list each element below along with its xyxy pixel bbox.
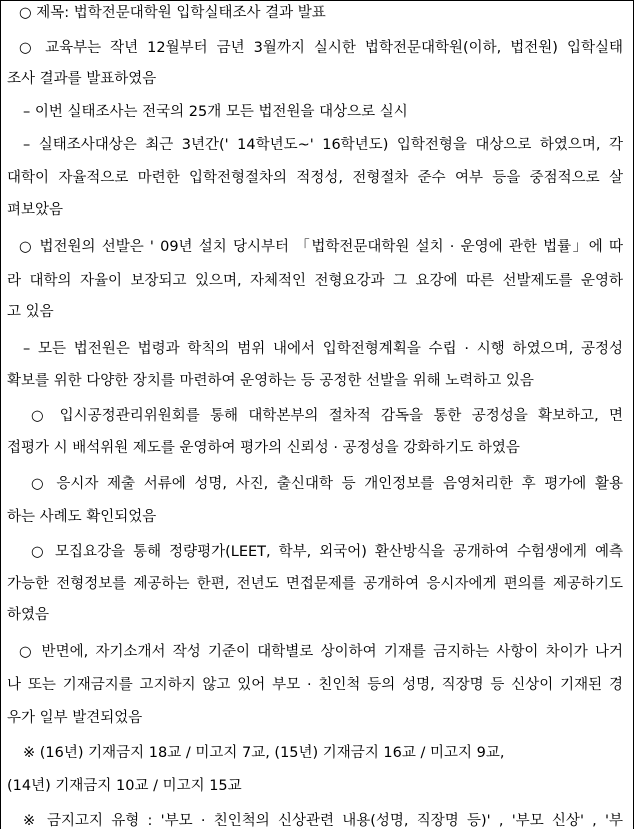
text-line: 나 또는 기재금지를 고지하지 않고 있어 부모 · 친인척 등의 성명, 직장명 등 신상이 기재된 경 — [7, 677, 623, 693]
text-line: 확보를 위한 다양한 장치를 마련하여 운영하는 등 공정한 선발을 위해 노력하고 있음 — [7, 373, 534, 389]
text-line: ○ 입시공정관리위원회를 통해 대학본부의 절차적 감독을 통한 공정성을 확보하고, 면 — [31, 408, 623, 424]
text-line: ※ 금지고지 유형 : '부모 · 친인척의 신상관련 내용(성명, 직장명 등)' , '부모 신상' , '부 — [23, 813, 623, 829]
text-line: ○ 법전원의 선발은 ' 09년 설치 당시부터 「법학전문대학원 설치 · 운영에 관한 법률」에 따 — [19, 239, 623, 255]
text-line: 하였음 — [7, 607, 50, 623]
text-line: ○ 교육부는 작년 12월부터 금년 3월까지 실시한 법학전문대학원(이하, 법전원) 입학실태 — [19, 40, 623, 56]
text-line: 조사 결과를 발표하였음 — [7, 71, 157, 87]
text-line: 라 대학의 자율이 보장되고 있으며, 자체적인 전형요강과 그 요강에 따른 선발제도를 운영하 — [7, 273, 623, 289]
text-line: – 이번 실태조사는 전국의 25개 모든 법전원을 대상으로 실시 — [23, 104, 408, 120]
text-line: 고 있음 — [7, 304, 54, 320]
text-line: (14년) 기재금지 10교 / 미고지 15교 — [7, 778, 242, 794]
text-line: 접평가 시 배석위원 제도를 운영하여 평가의 신뢰성 · 공정성을 강화하기도 하였음 — [7, 440, 520, 456]
text-line: 가능한 전형정보를 제공하는 한편, 전년도 면접문제를 공개하여 응시자에게 편의를 제공하기도 — [7, 576, 623, 592]
text-line: 대학이 자율적으로 마련한 입학전형절차의 적정성, 전형절차 준수 여부 등을 중점적으로 살 — [7, 170, 623, 186]
text-line: ○ 반면에, 자기소개서 작성 기준이 대학별로 상이하여 기재를 금지하는 사항이 차이가 나거 — [19, 644, 623, 660]
text-line: 하는 사례도 확인되었음 — [7, 509, 157, 525]
text-line: ○ 응시자 제출 서류에 성명, 사진, 출신대학 등 개인정보를 음영처리한 후 평가에 활용 — [31, 476, 623, 492]
text-line: – 실태조사대상은 최근 3년간(' 14학년도~' 16학년도) 입학전형을 대상으로 하였으며, 각 — [23, 137, 623, 153]
text-line: 펴보았음 — [7, 202, 64, 218]
text-line: – 모든 법전원은 법령과 학칙의 범위 내에서 입학전형계획을 수립 · 시행 하였으며, 공정성 — [23, 341, 623, 357]
text-line: 우가 일부 발견되었음 — [7, 710, 143, 726]
title-line: ○ 제목: 법학전문대학원 입학실태조사 결과 발표 — [19, 5, 326, 21]
text-line: ○ 모집요강을 통해 정량평가(LEET, 학부, 외국어) 환산방식을 공개하여 수험생에게 예측 — [31, 544, 623, 560]
text-line: ※ (16년) 기재금지 18교 / 미고지 7교, (15년) 기재금지 16교 / 미고지 9교, — [23, 745, 505, 761]
